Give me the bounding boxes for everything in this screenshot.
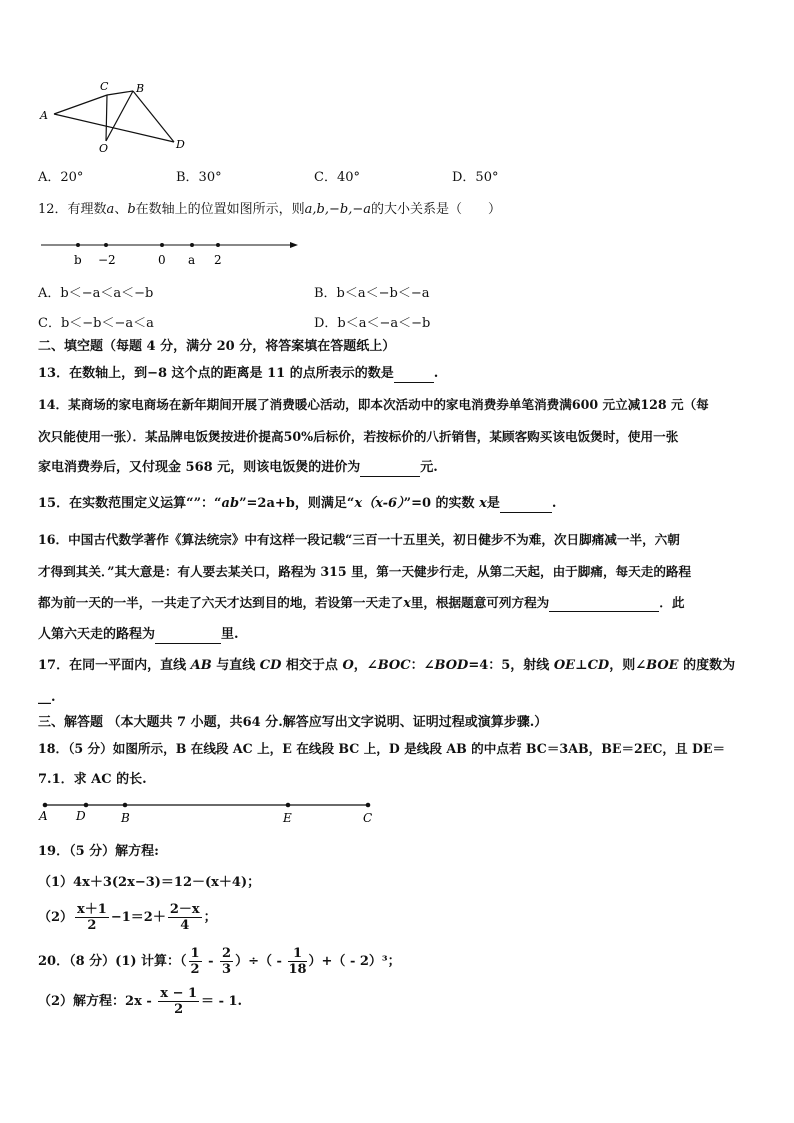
fig11-label-d: D bbox=[176, 138, 185, 151]
q16-equation-blank[interactable] bbox=[549, 597, 659, 612]
q12-option-a: A．b＜−a＜a＜−b bbox=[38, 286, 154, 301]
q18-label-e: E bbox=[283, 811, 292, 825]
q20-fraction-2: $\frac{2}{3}$ bbox=[222, 946, 232, 977]
segment-ad bbox=[54, 114, 174, 142]
q16-distance-blank[interactable] bbox=[155, 629, 221, 644]
q15-answer-blank[interactable] bbox=[500, 498, 552, 513]
q19-title: 19．（5 分）解方程: bbox=[38, 844, 159, 859]
nl-label-a: a bbox=[188, 253, 196, 266]
q16-line3: 都为前一天的一半，一共走了六天才达到目的地，若设第一天走了x里，根据题意可列方程为 ．此 bbox=[38, 595, 685, 610]
q19-fraction-1: $\frac{x+1}{2}$ bbox=[77, 902, 107, 933]
q11-option-c: C．40° bbox=[314, 170, 360, 185]
q14-line1: 14．某商场的家电商场在新年期间开展了消费暖心活动，即本次活动中的家电消费券单笔消费满600 元立减128 元（每 bbox=[38, 397, 709, 412]
q12-option-d: D．b＜a＜−a＜−b bbox=[314, 316, 431, 331]
nl-label-b: b bbox=[74, 253, 82, 266]
q20-part1: 20．（8 分）(1) 计算：（ $\frac{1}{2}$ - $\frac{2}{3}$ ）÷（ - $\frac{1}{18}$ ）+（ - 2）³； bbox=[38, 946, 401, 977]
q18-line2: 7.1．求 AC 的长. bbox=[38, 772, 147, 787]
q18-segment-figure bbox=[36, 798, 386, 828]
q11-option-d: D．50° bbox=[452, 170, 499, 185]
q17-line2: __. bbox=[38, 690, 56, 705]
q16-line4: 人第六天走的路程为 里. bbox=[38, 627, 239, 642]
q13-answer-blank[interactable] bbox=[394, 368, 434, 383]
segment-ob bbox=[106, 91, 133, 141]
nl-label-neg2: −2 bbox=[98, 253, 116, 266]
q19-eq2: （2） $\frac{x+1}{2}$ −1＝2＋ $\frac{2-x}{4}$ ； bbox=[38, 902, 217, 933]
q15-stem: 15．在实数范围定义运算“”：“ab”=2a+b，则满足“x（x-6）”=0 的实数 x是 . bbox=[38, 496, 557, 511]
fig11-label-c: C bbox=[100, 80, 109, 93]
q19-eq1: （1）4x＋3(2x−3)＝12－(x＋4)； bbox=[38, 875, 261, 890]
q20-part2: （2）解方程：2x - $\frac{x - 1}{2}$ ＝ - 1. bbox=[38, 986, 243, 1017]
q14-line2: 次只能使用一张）．某品牌电饭煲按进价提高50%后标价，若按标价的八折销售，某顾客购买该电饭煲时，使用一张 bbox=[38, 429, 679, 444]
q18-label-b: B bbox=[121, 811, 130, 825]
q20-fraction-3: $\frac{1}{18}$ bbox=[288, 946, 307, 977]
q14-line3: 家电消费券后，又付现金 568 元，则该电饭煲的进价为 元. bbox=[38, 460, 438, 475]
fig11-label-b: B bbox=[136, 82, 145, 95]
q11-option-a: A．20° bbox=[38, 170, 84, 185]
q12-number-line bbox=[36, 234, 306, 266]
nl-label-2: 2 bbox=[214, 253, 222, 266]
q18-line1: 18．（5 分）如图所示，B 在线段 AC 上，E 在线段 BC 上，D 是线段 AB 的中点若 BC＝3AB，BE＝2EC，且 DE＝ bbox=[38, 741, 726, 756]
q20-fraction-4: $\frac{x - 1}{2}$ bbox=[160, 986, 198, 1017]
q16-line1: 16．中国古代数学著作《算法统宗》中有这样一段记载“三百一十五里关，初日健步不为难，次日脚痛减一半，六朝 bbox=[38, 532, 680, 547]
q19-fraction-2: $\frac{2-x}{4}$ bbox=[169, 902, 200, 933]
q14-answer-blank[interactable] bbox=[360, 462, 420, 477]
section-2-heading: 二、填空题（每题 4 分，满分 20 分，将答案填在答题纸上） bbox=[38, 339, 396, 354]
q12-stem: 12．有理数a、b在数轴上的位置如图所示，则a,b,−b,−a的大小关系是（ ） bbox=[38, 202, 502, 217]
q16-line2: 才得到其关．”其大意是：有人要去某关口，路程为 315 里，第一天健步行走，从第二天起，由于脚痛，每天走的路程 bbox=[38, 564, 692, 579]
q13-stem: 13．在数轴上，到−8 这个点的距离是 11 的点所表示的数是 . bbox=[38, 366, 439, 381]
fig11-label-a: A bbox=[40, 109, 48, 122]
segment-co bbox=[106, 95, 107, 141]
segment-ac bbox=[54, 95, 107, 114]
segment-cb bbox=[107, 91, 133, 95]
q12-option-c: C．b＜−b＜−a＜a bbox=[38, 316, 154, 331]
q17-line1: 17．在同一平面内，直线 AB 与直线 CD 相交于点 O，∠BOC：∠BOD=4：5，射线 OE⊥CD，则∠BOE 的度数为 bbox=[38, 658, 736, 673]
nl-label-0: 0 bbox=[158, 253, 166, 266]
fig11-label-o: O bbox=[99, 142, 109, 152]
q18-label-d: D bbox=[76, 809, 86, 823]
q18-label-a: A bbox=[39, 809, 48, 823]
q12-option-b: B．b＜a＜−b＜−a bbox=[314, 286, 430, 301]
q20-fraction-1: $\frac{1}{2}$ bbox=[190, 946, 200, 977]
q11-option-b: B．30° bbox=[176, 170, 222, 185]
q11-figure bbox=[36, 76, 196, 152]
section-3-heading: 三、解答题 （本大题共 7 小题，共64 分.解答应写出文字说明、证明过程或演算步骤.） bbox=[38, 715, 548, 730]
q18-label-c: C bbox=[363, 811, 373, 825]
